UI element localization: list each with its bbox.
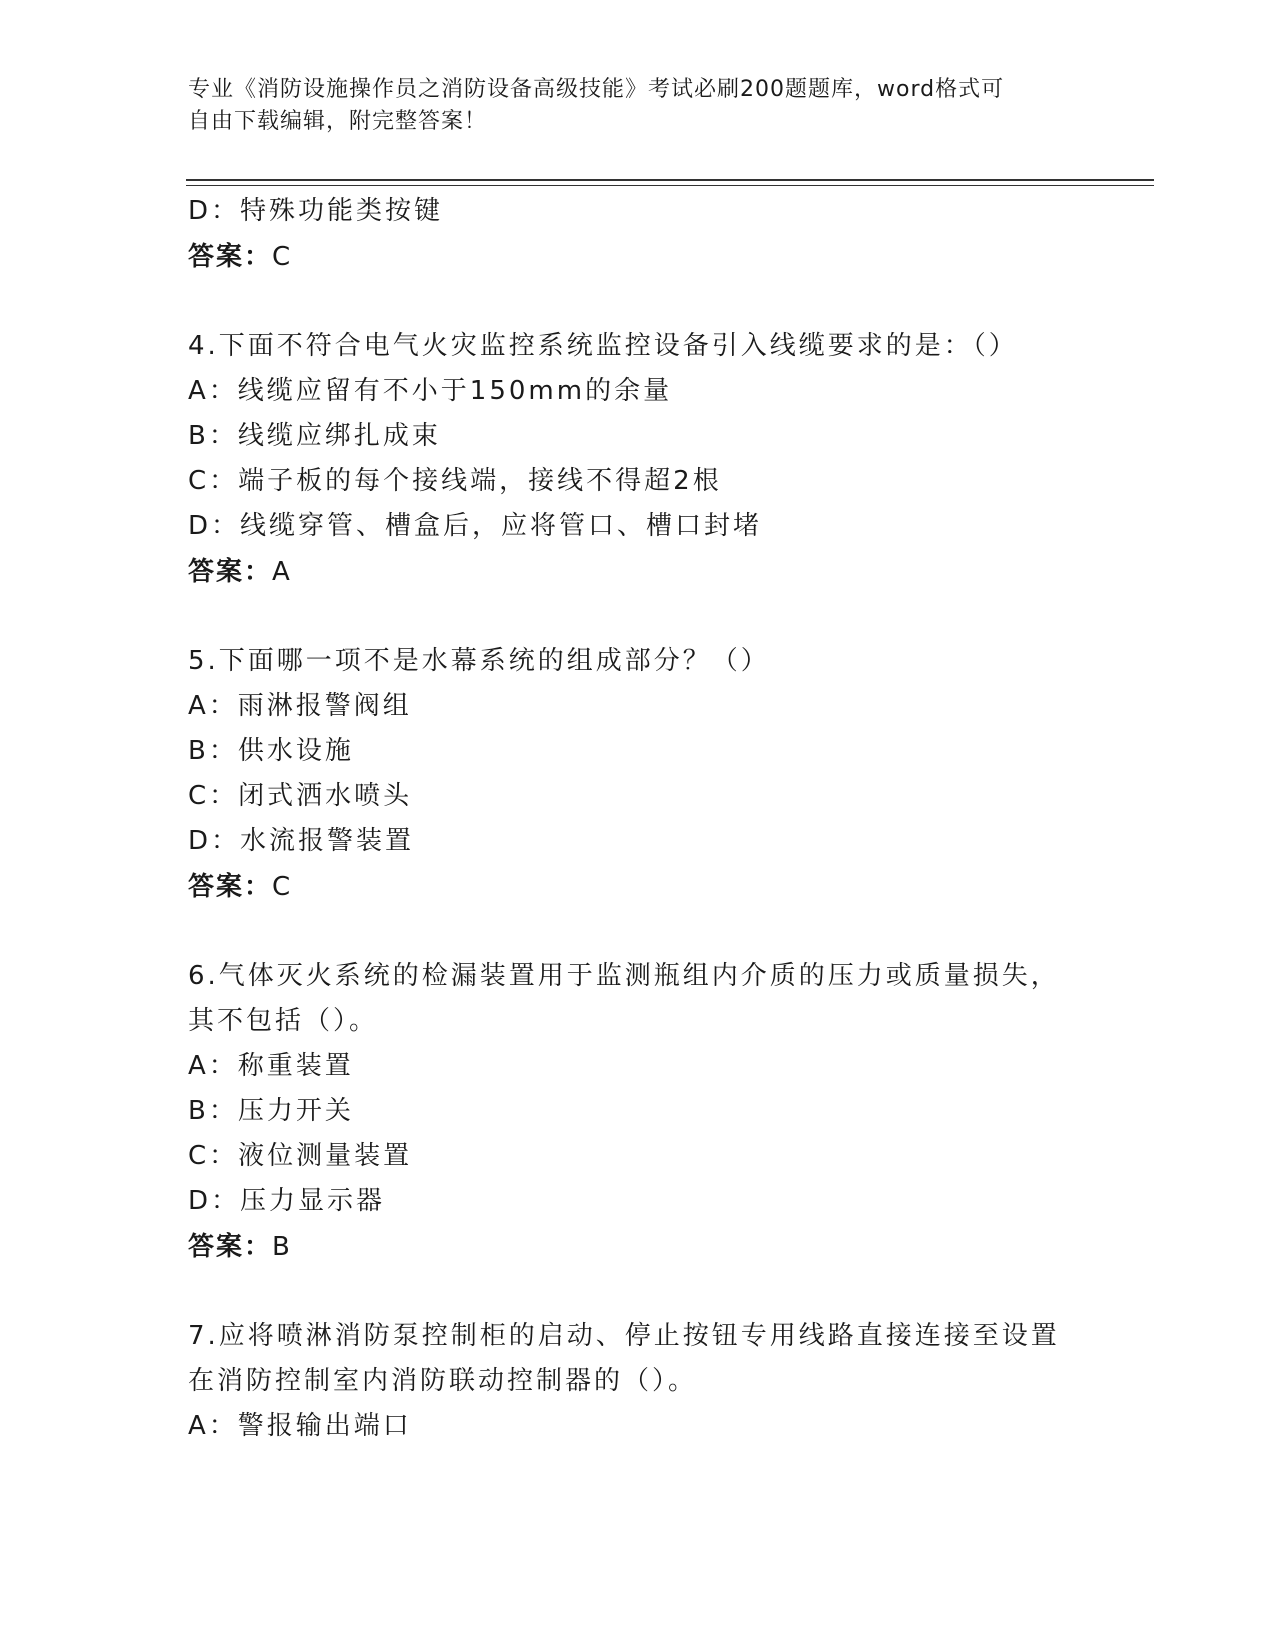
question-stem: 4.下面不符合电气火灾监控系统监控设备引入线缆要求的是：（） [188, 331, 1018, 361]
header-line-1: 专业《消防设施操作员之消防设备高级技能》考试必刷200题题库，word格式可 [188, 77, 1005, 102]
option-c: C：闭式洒水喷头 [188, 781, 413, 811]
answer-line [188, 549, 1118, 596]
question-5 [188, 639, 1118, 911]
question-stem-line-2: 在消防控制室内消防联动控制器的（）。 [188, 1366, 698, 1396]
option-b: B：供水设施 [188, 736, 354, 766]
option-a: A：称重装置 [188, 1051, 354, 1081]
answer-label: 答案： [188, 557, 273, 587]
header-line-2: 自由下载编辑，附完整答案！ [188, 109, 488, 134]
answer-label: 答案： [188, 872, 273, 902]
answer-value: B [272, 1232, 292, 1262]
option-a: A：雨淋报警阀组 [188, 691, 412, 721]
header-rule-thin [186, 185, 1154, 186]
question-stem-line-2: 其不包括（）。 [188, 1006, 379, 1036]
answer-value: A [272, 557, 292, 587]
question-list [188, 189, 1118, 1449]
answer-label: 答案： [188, 242, 273, 272]
question-3-tail [188, 189, 1118, 281]
option-c: C：端子板的每个接线端，接线不得超2根 [188, 466, 722, 496]
answer-line [188, 234, 1118, 281]
option-b: B：线缆应绑扎成束 [188, 421, 441, 451]
option-d: D：水流报警装置 [188, 826, 415, 856]
question-6 [188, 954, 1118, 1271]
option-a: A：线缆应留有不小于150mm的余量 [188, 376, 673, 406]
header-rule-thick [186, 179, 1154, 181]
question-stem: 5.下面哪一项不是水幕系统的组成部分？（） [188, 646, 770, 676]
document-header [188, 74, 1068, 138]
question-stem-line-1: 6.气体灭火系统的检漏装置用于监测瓶组内介质的压力或质量损失， [188, 961, 1060, 991]
answer-line [188, 1224, 1118, 1271]
option-c: C：液位测量装置 [188, 1141, 413, 1171]
option-a: A：警报输出端口 [188, 1411, 412, 1441]
answer-label: 答案： [188, 1232, 273, 1262]
answer-line [188, 864, 1118, 911]
option-d: D：线缆穿管、槽盒后，应将管口、槽口封堵 [188, 511, 763, 541]
question-4 [188, 324, 1118, 596]
answer-value: C [272, 872, 293, 902]
option-b: B：压力开关 [188, 1096, 354, 1126]
question-7 [188, 1314, 1118, 1449]
answer-value: C [272, 242, 293, 272]
question-stem-line-1: 7.应将喷淋消防泵控制柜的启动、停止按钮专用线路直接连接至设置 [188, 1321, 1060, 1351]
option-d: D：压力显示器 [188, 1186, 386, 1216]
option-d: D：特殊功能类按键 [188, 196, 444, 226]
